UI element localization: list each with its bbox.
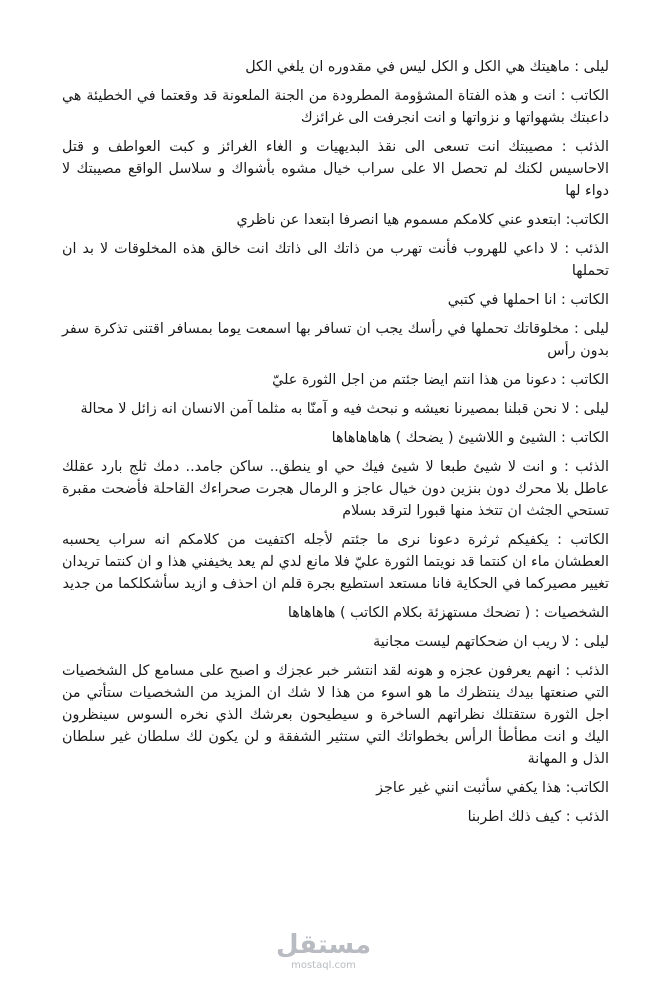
dialogue-line-wolf: الذئب : و انت لا شيئ طبعا لا شيئ فيك حي او ينطق.. ساكن جامد.. دمك ثلج بارد عقلك عاطل بلا محرك دون بنزين دون خيال عاجز و الرمال هجرت صحراءك القاحلة فأضحت مقبرة تستحي الجثث ان تتخذ منها قبورا لترقد بسلام — [62, 459, 609, 519]
dialogue-line-wolf: الذئب : مصيبتك انت تسعى الى نقذ البديهيات و الغاء الغرائز و كبت العواطف و قتل الاحاسيس لكنك لم تحصل الا على سراب خيال مشوه بأشواك و سلاسل الواقع مصيبتك لا دواء لها — [62, 139, 609, 199]
dialogue-line-laila: ليلى : لا ريب ان ضحكاتهم ليست مجانية — [373, 634, 609, 650]
dialogue-line-wolf: الذئب : انهم يعرفون عجزه و هونه لقد انتشر خبر عجزك و اصبح على مسامع كل الشخصيات التي صنعتها بيدك ينتظرك ما هو اسوء من هذا لا شك ان المزيد من الشخصيات ستأتي من اجل الثورة ستقتلك نظراتهم الساخرة و سيطيحون بعرشك الذي نخره السوس سينظرون اليك و انت مطأطأ الرأس بخطواتك التي ستثير الشفقة و لن يكون لك سلطان غير سلطان الذل و المهانة — [62, 663, 609, 767]
dialogue-line-writer: الكاتب : انت و هذه الفتاة المشؤومة المطرودة من الجنة الملعونة قد وقعتما في الخطيئة هي داعبتك بشهواتها و نزواتها و انت انجرفت الى غرائزك — [62, 88, 609, 126]
dialogue-line-laila: ليلى : لا نحن قبلنا بمصيرنا نعيشه و نبحث فيه و آمنّا به مثلما آمن الانسان انه زائل لا محالة — [80, 401, 609, 417]
dialogue-line-laila: ليلى : مخلوقاتك تحملها في رأسك يجب ان تسافر بها اسمعت يوما بمسافر اقتنى تذكرة سفر بدون رأس — [62, 321, 609, 359]
dialogue-line-characters: الشخصيات : ( تضحك مستهزئة بكلام الكاتب ) هاهاهاها — [287, 605, 609, 621]
dialogue-line-writer: الكاتب : يكفيكم ثرثرة دعونا نرى ما جئتم لأجله اكتفيت من كلامكم انه سراب يحسبه العطشان ماء ان كنتما قد نويتما الثورة عليّ فلا مانع لدي لم يعد يخيفني هذا و ان كنتما تريدان تغيير مصيركما في الحكاية فانا مستعد استطيع بجرة قلم ان احذف و ازيد سأشكلكما من جديد — [62, 532, 609, 592]
dialogue-line-wolf: الذئب : لا داعي للهروب فأنت تهرب من ذاتك الى ذاتك انت خالق هذه المخلوقات لا بد ان تحملها — [62, 241, 609, 279]
dialogue-line-wolf: الذئب : كيف ذلك اطربنا — [467, 809, 609, 825]
mostaql-watermark — [0, 930, 647, 972]
dialogue-line-writer: الكاتب: ابتعدو عني كلامكم مسموم هيا انصرفا ابتعدا عن ناظري — [236, 212, 609, 228]
dialogue-line-laila: ليلى : ماهيتك هي الكل و الكل ليس في مقدوره ان يلغي الكل — [245, 59, 609, 75]
dialogue-line-writer: الكاتب : الشيئ و اللاشيئ ( يضحك ) هاهاهاهاها — [331, 430, 609, 446]
watermark-url: mostaql.com — [291, 960, 356, 971]
watermark-logo: مستقل — [275, 930, 372, 960]
dialogue-line-writer: الكاتب : انا احملها في كتبي — [447, 292, 609, 308]
script-page — [62, 56, 609, 835]
dialogue-line-writer: الكاتب : دعونا من هذا انتم ايضا جئتم من اجل الثورة عليّ — [272, 372, 609, 388]
dialogue-line-writer: الكاتب: هذا يكفي سأثبت انني غير عاجز — [376, 780, 609, 796]
